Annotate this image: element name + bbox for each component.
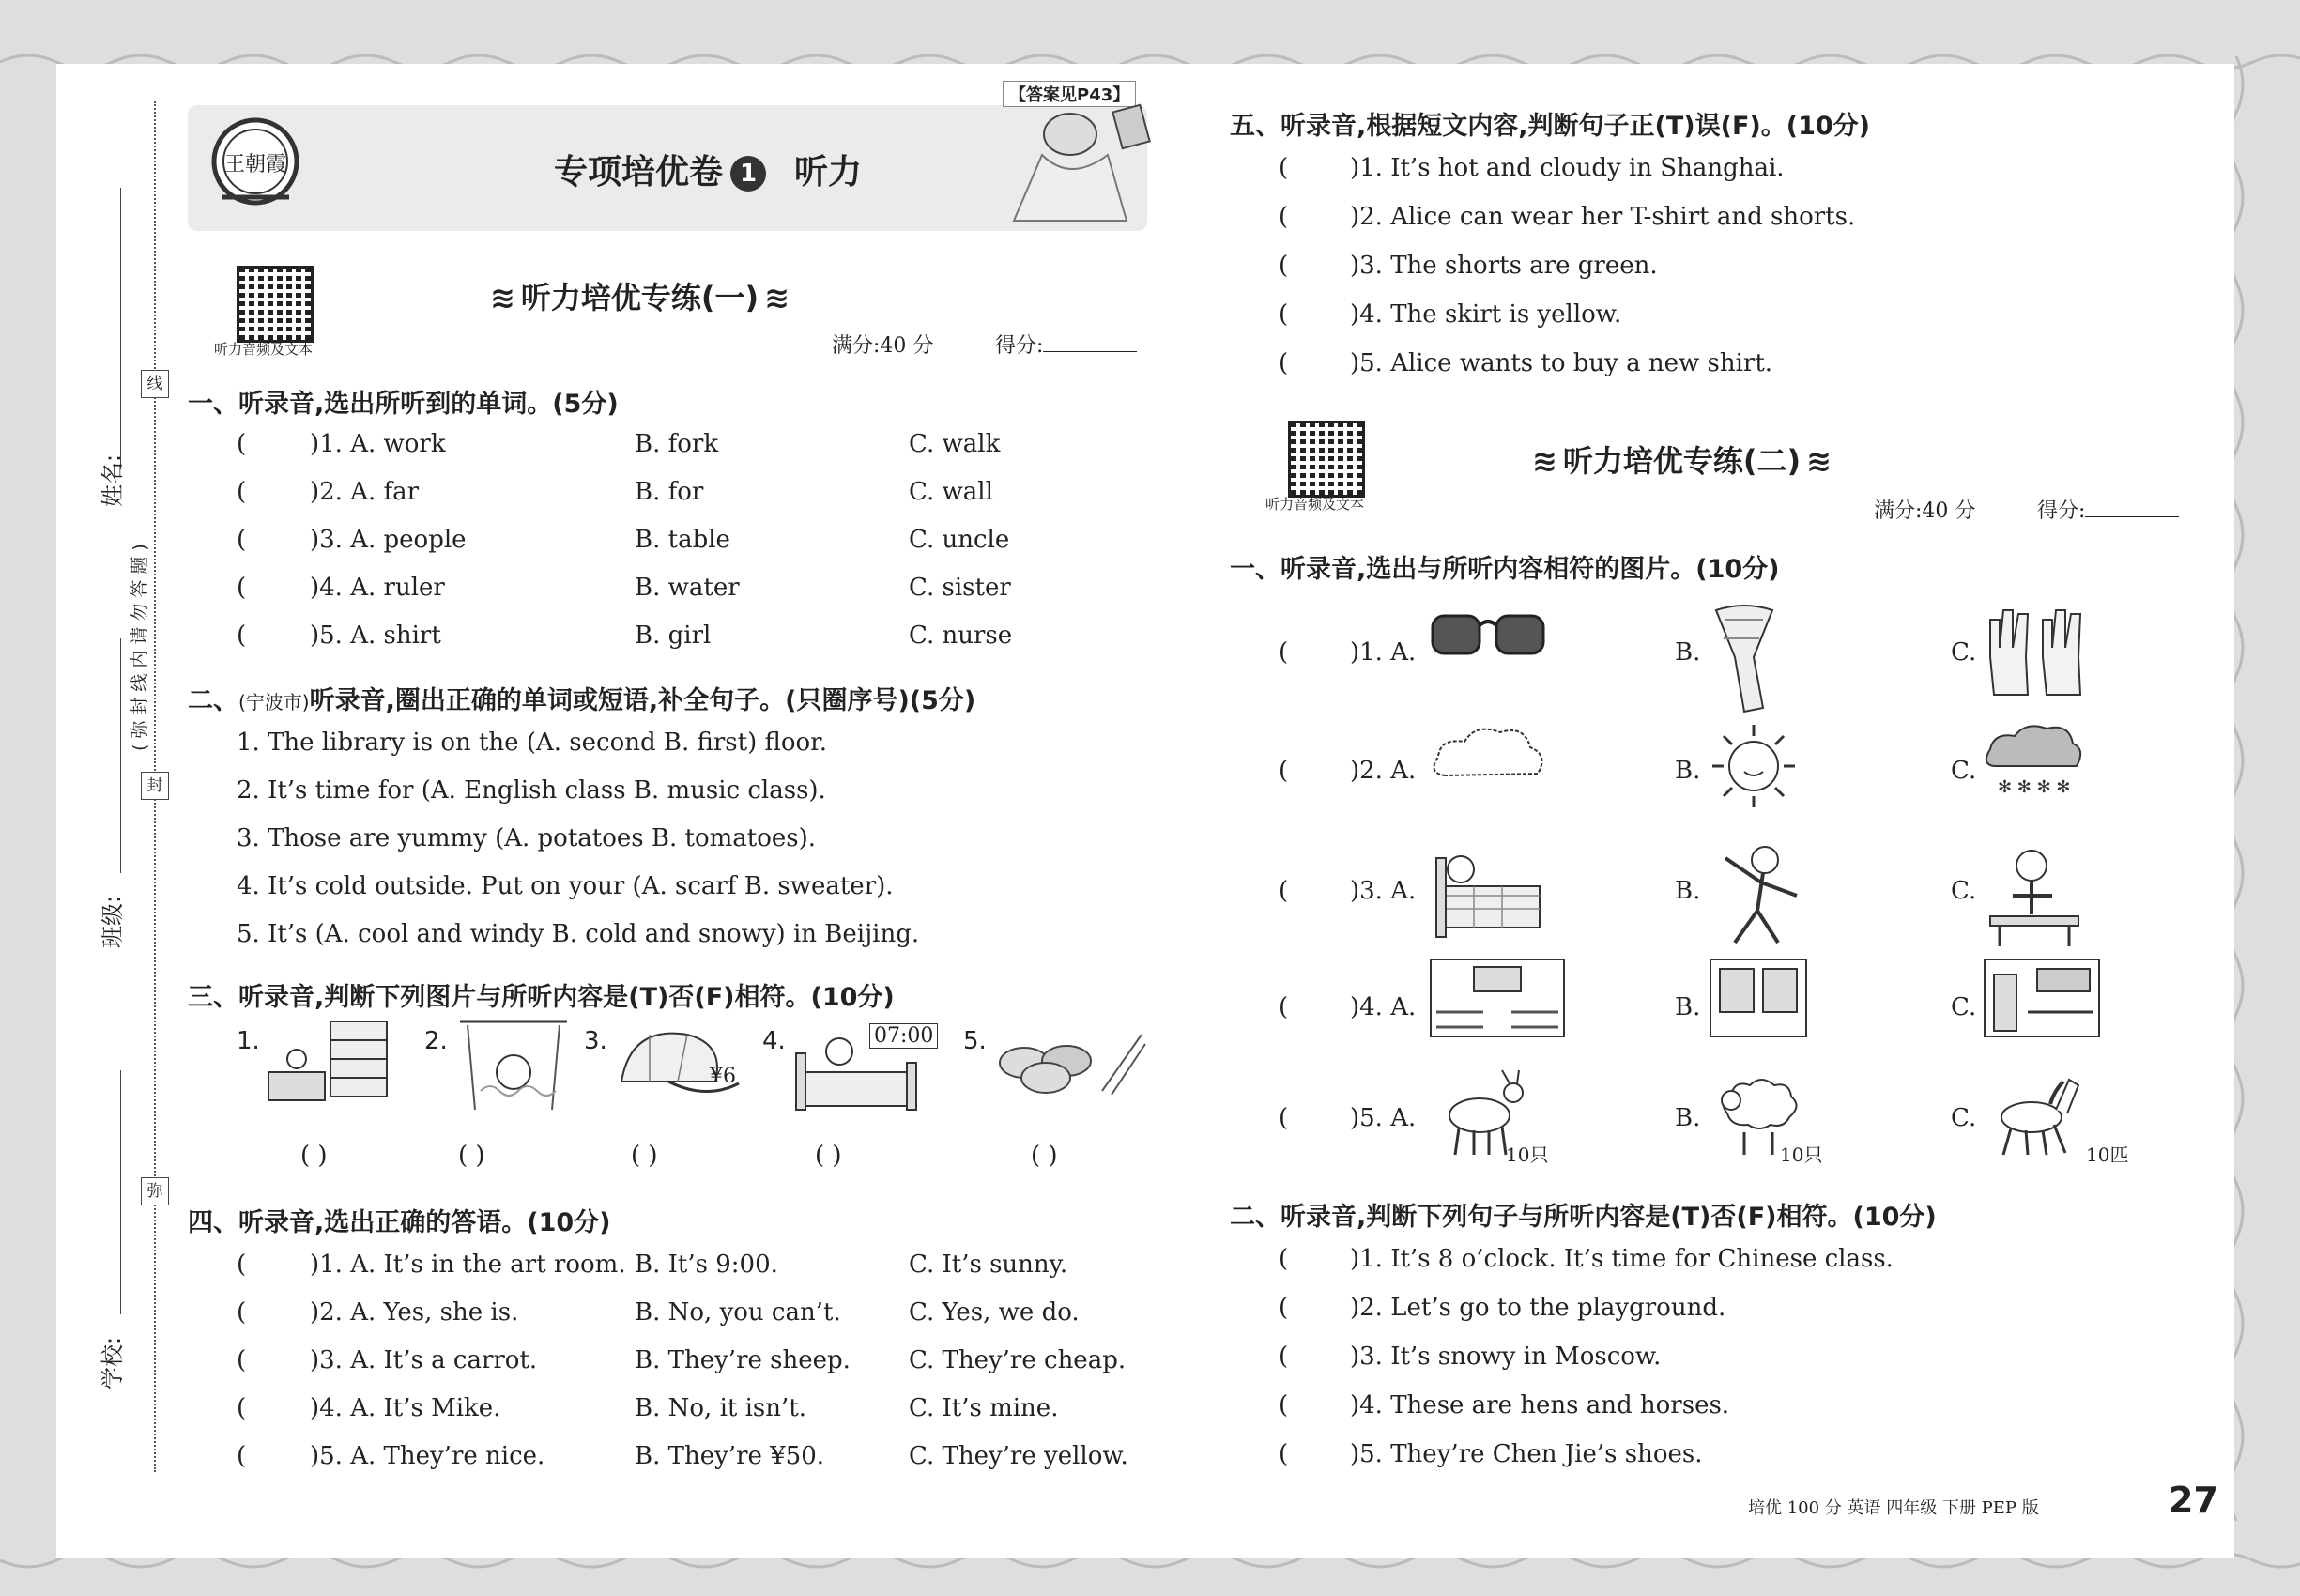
seal-notice: (弥封线内请勿答题): [130, 538, 150, 751]
name-line: [120, 188, 121, 469]
score-blank[interactable]: [1043, 351, 1137, 352]
option-c: C. wall: [909, 478, 993, 506]
drill1-title: ≋ 听力培优专练(一) ≋: [490, 280, 790, 315]
section1-heading: 一、听录音,选出所听到的单词。(5分): [188, 390, 619, 419]
option-c[interactable]: C.: [1951, 993, 1977, 1021]
cloud-icon: [1427, 719, 1549, 798]
option-c: C. It’s mine.: [909, 1394, 1059, 1422]
answer-blank[interactable]: (: [1279, 993, 1289, 1021]
class-label: 班级:: [100, 895, 126, 948]
animal-count: 10只: [1780, 1143, 1823, 1166]
option-a[interactable]: )3. A.: [1350, 877, 1417, 905]
answer-blank[interactable]: (: [1279, 349, 1289, 377]
option-a: )4. A. It’s Mike.: [310, 1394, 501, 1422]
option-b: B. for: [635, 478, 704, 506]
answer-blank[interactable]: ( ): [458, 1142, 485, 1170]
tag-xian: 线: [141, 370, 169, 398]
room-icon: [1707, 956, 1810, 1044]
option-a: )2. A. Yes, she is.: [310, 1298, 519, 1327]
fill-in-item[interactable]: 5. It’s (A. cool and windy B. cold and snowy) in Beijing.: [237, 920, 920, 948]
answer-blank[interactable]: (: [1279, 1440, 1289, 1468]
qr-label-2: 听力音频及文本: [1265, 496, 1365, 513]
section2-heading: 二、(宁波市)听录音,圈出正确的单词或短语,补全句子。(只圈序号)(5分): [188, 686, 976, 715]
snow-cloud-icon: [1981, 719, 2084, 807]
option-a: )2. A. far: [310, 478, 420, 506]
section4-heading: 四、听录音,选出正确的答语。(10分): [188, 1208, 611, 1237]
option-c: C. They’re cheap.: [909, 1346, 1127, 1374]
option-b: B. No, you can’t.: [635, 1298, 841, 1327]
answer-blank[interactable]: (: [237, 478, 247, 506]
option-a[interactable]: )4. A.: [1350, 993, 1417, 1021]
option-c[interactable]: C.: [1951, 638, 1977, 667]
answer-blank[interactable]: (: [1279, 252, 1289, 280]
answer-blank[interactable]: (: [1279, 757, 1289, 785]
animal-count: 10只: [1506, 1143, 1549, 1166]
option-b[interactable]: B.: [1675, 757, 1701, 785]
sunglasses-icon: [1427, 601, 1549, 670]
option-c: C. They’re yellow.: [909, 1442, 1128, 1470]
answer-blank[interactable]: (: [1279, 1294, 1289, 1322]
svg-text:✻ ✻ ✻ ✻: ✻ ✻ ✻ ✻: [1998, 777, 2071, 797]
option-a: )1. A. It’s in the art room.: [310, 1251, 626, 1279]
fill-in-item[interactable]: 2. It’s time for (A. English class B. music class).: [237, 776, 826, 805]
answer-blank[interactable]: (: [1279, 1245, 1289, 1273]
page-number: 27: [2169, 1480, 2218, 1521]
footer-text: 培优 100 分 英语 四年级 下册 PEP 版: [1748, 1498, 2039, 1518]
option-a: )3. A. people: [310, 526, 467, 554]
banner-illustration-icon: [986, 89, 1164, 230]
answer-blank[interactable]: (: [1279, 203, 1289, 231]
answer-blank[interactable]: (: [1279, 154, 1289, 182]
wave-mark-icon: ≋: [1532, 443, 1557, 479]
boy-drawing-icon: [1981, 839, 2084, 956]
fill-in-item[interactable]: 1. The library is on the (A. second B. first) floor.: [237, 729, 827, 757]
option-b: B. girl: [635, 622, 712, 650]
statement: )4. These are hens and horses.: [1350, 1391, 1730, 1420]
class-line: [120, 638, 121, 873]
option-b: B. table: [635, 526, 730, 554]
drill2-section1-heading: 一、听录音,选出与所听内容相符的图片。(10分): [1230, 555, 1780, 584]
answer-blank[interactable]: (: [1279, 638, 1289, 667]
full-score-1: 满分:40 分: [832, 334, 934, 358]
answer-blank[interactable]: ( ): [631, 1142, 658, 1170]
clock-display: 07:00: [869, 1023, 938, 1049]
option-c: C. uncle: [909, 526, 1010, 554]
option-a: )1. A. work: [310, 430, 446, 458]
picture-label: 1.: [237, 1027, 260, 1055]
price-tag: ¥6: [710, 1065, 736, 1088]
gloves-icon: [1981, 601, 2093, 708]
statement: )3. It’s snowy in Moscow.: [1350, 1343, 1662, 1371]
full-score-2: 满分:40 分: [1874, 499, 1976, 523]
wave-mark-icon: ≋: [1806, 443, 1832, 479]
answer-blank[interactable]: (: [1279, 1104, 1289, 1132]
statement: )5. Alice wants to buy a new shirt.: [1350, 349, 1773, 377]
option-b[interactable]: B.: [1675, 1104, 1701, 1132]
option-a[interactable]: )2. A.: [1350, 757, 1417, 785]
answer-blank[interactable]: (: [237, 526, 247, 554]
got-score-1: 得分:: [995, 330, 1137, 359]
classroom-icon: [1427, 956, 1568, 1044]
option-b: B. They’re ¥50.: [635, 1442, 825, 1470]
option-a: )4. A. ruler: [310, 574, 445, 602]
sun-icon: [1707, 719, 1801, 817]
wave-mark-icon: ≋: [764, 280, 790, 315]
option-a: )3. A. It’s a carrot.: [310, 1346, 538, 1374]
picture-label: 2.: [424, 1027, 448, 1055]
option-b[interactable]: B.: [1675, 993, 1701, 1021]
option-b: B. They’re sheep.: [635, 1346, 851, 1374]
school-label: 学校:: [100, 1336, 126, 1389]
statement: )1. It’s hot and cloudy in Shanghai.: [1350, 154, 1785, 182]
scarf-icon: [1707, 601, 1782, 717]
school-line: [120, 1070, 121, 1314]
statement: )4. The skirt is yellow.: [1350, 300, 1622, 329]
option-b[interactable]: B.: [1675, 877, 1701, 905]
answer-blank[interactable]: (: [237, 1251, 247, 1279]
answer-blank[interactable]: (: [237, 574, 247, 602]
answer-blank[interactable]: ( ): [1031, 1142, 1058, 1170]
qr-code-2[interactable]: [1288, 421, 1365, 498]
window-boy-picture-icon: [452, 1016, 575, 1123]
answer-blank[interactable]: ( ): [300, 1142, 328, 1170]
option-c: C. walk: [909, 430, 1001, 458]
score-blank[interactable]: [2085, 516, 2179, 517]
statement: )3. The shorts are green.: [1350, 252, 1658, 280]
option-c: C. It’s sunny.: [909, 1251, 1068, 1279]
qr-label-1: 听力音频及文本: [214, 341, 314, 358]
answer-blank[interactable]: (: [237, 622, 247, 650]
answer-blank[interactable]: (: [237, 1298, 247, 1327]
title-number: 1: [730, 156, 766, 192]
potatoes-picture-icon: [991, 1016, 1151, 1123]
svg-text:王朝霞: 王朝霞: [223, 153, 287, 176]
option-a: )5. A. They’re nice.: [310, 1442, 545, 1470]
section5-heading: 五、听录音,根据短文内容,判断句子正(T)误(F)。(10分): [1230, 112, 1870, 141]
answer-blank[interactable]: (: [1279, 1391, 1289, 1420]
option-b: B. No, it isn’t.: [635, 1394, 806, 1422]
answer-blank[interactable]: (: [237, 1394, 247, 1422]
answer-blank[interactable]: (: [237, 1442, 247, 1470]
option-c: C. sister: [909, 574, 1011, 602]
tag-mi: 弥: [141, 1177, 169, 1205]
title-suffix: 听力: [794, 153, 863, 192]
option-a: )5. A. shirt: [310, 622, 441, 650]
answer-blank[interactable]: (: [1279, 1343, 1289, 1371]
statement: )1. It’s 8 o’clock. It’s time for Chinese class.: [1350, 1245, 1894, 1273]
tag-feng: 封: [141, 772, 169, 800]
boy-in-bed-icon: [1427, 839, 1549, 946]
option-c[interactable]: C.: [1951, 877, 1977, 905]
library-picture-icon: [265, 1016, 396, 1123]
statement: )5. They’re Chen Jie’s shoes.: [1350, 1440, 1703, 1468]
animal-count: 10匹: [2086, 1143, 2129, 1166]
option-c: C. nurse: [909, 622, 1013, 650]
boy-exercising-icon: [1707, 839, 1810, 956]
page-title: [554, 146, 862, 193]
wave-mark-icon: ≋: [490, 280, 515, 315]
got-score-2: 得分:: [2037, 495, 2179, 524]
option-a[interactable]: )5. A.: [1350, 1104, 1417, 1132]
option-a[interactable]: )1. A.: [1350, 638, 1417, 667]
drill2-title: ≋ 听力培优专练(二) ≋: [1532, 443, 1832, 479]
option-b[interactable]: B.: [1675, 638, 1701, 667]
fill-in-item[interactable]: 3. Those are yummy (A. potatoes B. tomatoes).: [237, 824, 817, 852]
statement: )2. Let’s go to the playground.: [1350, 1294, 1726, 1322]
option-b: B. It’s 9:00.: [635, 1251, 778, 1279]
picture-label: 4.: [762, 1027, 786, 1055]
option-b: B. fork: [635, 430, 719, 458]
picture-label: 5.: [963, 1027, 987, 1055]
option-b: B. water: [635, 574, 740, 602]
section3-heading: 三、听录音,判断下列图片与所听内容是(T)否(F)相符。(10分): [188, 983, 895, 1012]
answer-ref: 【答案见P43】: [1003, 81, 1136, 107]
fill-in-item[interactable]: 4. It’s cold outside. Put on your (A. scarf B. sweater).: [237, 872, 894, 900]
qr-code-1[interactable]: [237, 266, 314, 343]
sheet: [56, 64, 2234, 1558]
picture-label: 3.: [584, 1027, 607, 1055]
answer-blank[interactable]: (: [1279, 877, 1289, 905]
logo-emblem: [208, 113, 302, 216]
office-icon: [1981, 956, 2103, 1044]
title-prefix: 专项培优卷: [554, 153, 724, 192]
option-c[interactable]: C.: [1951, 757, 1977, 785]
answer-blank[interactable]: ( ): [815, 1142, 842, 1170]
option-c: C. Yes, we do.: [909, 1298, 1080, 1327]
answer-blank[interactable]: (: [237, 430, 247, 458]
statement: )2. Alice can wear her T-shirt and shorts.: [1350, 203, 1856, 231]
answer-blank[interactable]: (: [1279, 300, 1289, 329]
answer-blank[interactable]: (: [237, 1346, 247, 1374]
horse-icon: [1981, 1067, 2084, 1164]
option-c[interactable]: C.: [1951, 1104, 1977, 1132]
drill2-section2-heading: 二、听录音,判断下列句子与所听内容是(T)否(F)相符。(10分): [1230, 1203, 1937, 1232]
name-label: 姓名:: [100, 453, 126, 507]
